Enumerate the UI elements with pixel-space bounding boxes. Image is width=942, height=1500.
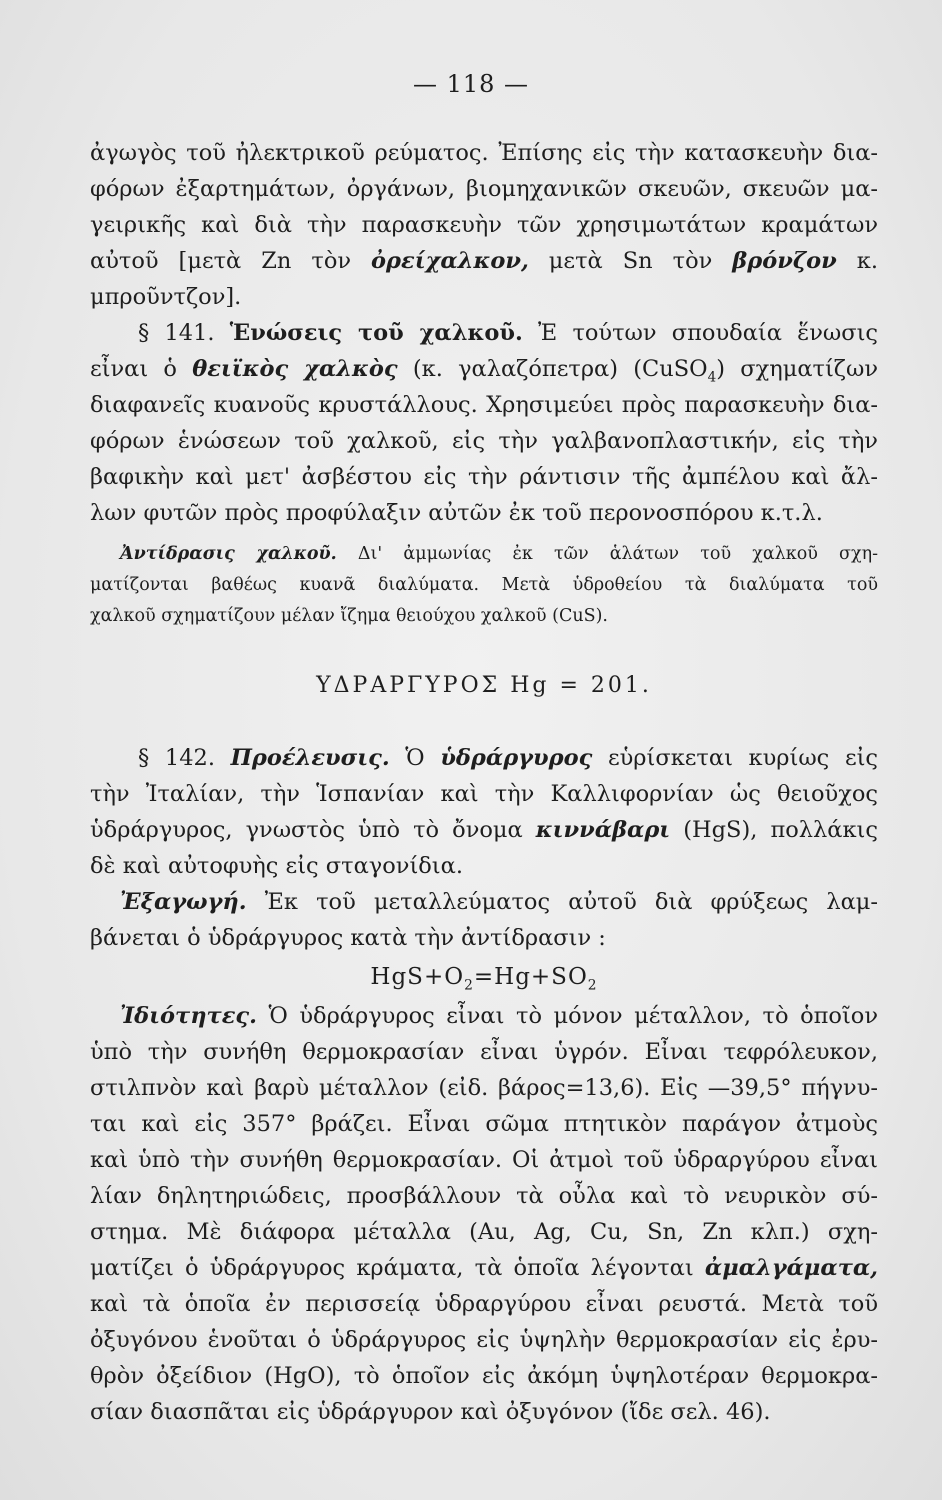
text-line: ὑδράργυρος, γνωστὸς ὑπὸ τὸ ὄνομα κιννάβαρι (HgS), πολλάκις — [90, 817, 878, 843]
section-title: Προέλευσις. — [230, 745, 390, 771]
term-cinnabar: κιννάβαρι — [535, 817, 671, 843]
text-line: Ἀντίδρασις χαλκοῦ. Δι' ἀμμωνίας ἐκ τῶν ἁλάτων τοῦ χαλκοῦ σχη- — [120, 544, 878, 564]
text-line: στιλπνὸν καὶ βαρὺ μέταλλον (εἰδ. βάρος=13,6). Εἰς —39,5° πήγνυ- — [90, 1075, 878, 1101]
page-number: — 118 — — [412, 70, 530, 98]
text-line: § 142. Προέλευσις. Ὁ ὑδράργυρος εὑρίσκεται κυρίως εἰς — [138, 745, 878, 771]
text-line: λων φυτῶν πρὸς προφύλαξιν αὐτῶν ἐκ τοῦ περονοσπόρου κ.τ.λ. — [90, 500, 823, 526]
term-amalgams: ἀμαλγάματα, — [704, 1255, 878, 1281]
subsection-properties — [90, 998, 878, 1430]
section-title: Ἑνώσεις τοῦ χαλκοῦ. — [229, 320, 523, 346]
text-line: σίαν διασπᾶται εἰς ὑδράργυρον καὶ ὀξυγόνον (ἴδε σελ. 46). — [90, 1399, 771, 1425]
subsection-title: Ἰδιότητες. — [120, 1003, 257, 1029]
page-body — [90, 135, 878, 1430]
text-line: ματίζει ὁ ὑδράργυρος κράματα, τὰ ὁποῖα λέγονται ἀμαλγάματα, — [90, 1255, 878, 1281]
chapter-heading-mercury: ΥΔΡΑΡΓΥΡΟΣ Hg = 201. — [316, 673, 652, 698]
text-line: Ἐξαγωγή. Ἐκ τοῦ μεταλλεύματος αὐτοῦ διὰ φρύξεως λαμ- — [120, 889, 878, 915]
text-line: ὀξυγόνου ἑνοῦται ὁ ὑδράργυρος εἰς ὑψηλὴν θερμοκρασίαν εἰς ἐρυ- — [90, 1327, 878, 1353]
text-line: ματίζονται βαθέως κυανᾶ διαλύματα. Μετὰ ὑδροθείου τὰ διαλύματα τοῦ — [90, 575, 878, 595]
subsection-extraction — [90, 884, 878, 998]
section-142 — [90, 740, 878, 884]
text-line: φόρων ἐξαρτημάτων, ὀργάνων, βιομηχανικῶν σκευῶν, σκευῶν μα- — [90, 176, 878, 202]
section-141 — [90, 315, 878, 531]
text-line: ται καὶ εἰς 357° βράζει. Εἶναι σῶμα πτητικὸν παράγον ἀτμοὺς — [90, 1111, 878, 1137]
text-line: Ἰδιότητες. Ὁ ὑδράργυρος εἶναι τὸ μόνον μέταλλον, τὸ ὁποῖον — [120, 1003, 878, 1029]
text-line: ὑπὸ τὴν συνήθη θερμοκρασίαν εἶναι ὑγρόν. Εἶναι τεφρόλευκον, — [90, 1039, 878, 1065]
paragraph-copper-uses — [90, 135, 878, 315]
text-line: θρὸν ὀξείδιον (HgO), τὸ ὁποῖον εἰς ἀκόμη ὑψηλοτέραν θερμοκρα- — [90, 1363, 878, 1389]
chemical-equation: $HgS+O_2=Hg+SO_2$ — [370, 964, 598, 994]
text-line: δὲ καὶ αὐτοφυὴς εἰς σταγονίδια. — [90, 853, 463, 879]
text-line: μπροῦντζον]. — [90, 284, 242, 310]
section-number: § 141. — [138, 320, 215, 346]
text-line: βάνεται ὁ ὑδράργυρος κατὰ τὴν ἀντίδρασιν : — [90, 925, 606, 951]
text-line: βαφικὴν καὶ μετ' ἀσβέστου εἰς τὴν ράντισιν τῆς ἀμπέλου καὶ ἄλ- — [90, 464, 878, 490]
term-brass: ὀρείχαλκον, — [371, 248, 529, 274]
text-line: λίαν δηλητηριώδεις, προσβάλλουν τὰ οὖλα καὶ τὸ νευρικὸν σύ- — [90, 1183, 878, 1209]
text-line: εἶναι ὁ θειϊκὸς χαλκὸς (κ. γαλαζόπετρα) (CuSO$_4$) σχηματίζων — [90, 356, 878, 386]
text-line: χαλκοῦ σχηματίζουν μέλαν ἴζημα θειούχου χαλκοῦ (CuS). — [90, 606, 608, 626]
text-line: φόρων ἑνώσεων τοῦ χαλκοῦ, εἰς τὴν γαλβανοπλαστικήν, εἰς τὴν — [90, 428, 878, 454]
text-line: καὶ ὑπὸ τὴν συνήθη θερμοκρασίαν. Οἱ ἀτμοὶ τοῦ ὑδραργύρου εἶναι — [90, 1147, 878, 1173]
text-line: γειρικῆς καὶ διὰ τὴν παρασκευὴν τῶν χρησιμωτάτων κραμάτων — [90, 212, 878, 238]
term-bronze: βρόνζον — [732, 248, 837, 274]
section-number: § 142. — [138, 745, 216, 771]
text-line: αὐτοῦ [μετὰ Zn τὸν ὀρείχαλκον, μετὰ Sn τὸν βρόνζον κ. — [90, 248, 878, 274]
spacer — [90, 531, 878, 539]
subsection-title: Ἐξαγωγή. — [120, 889, 247, 915]
text-line: στημα. Μὲ διάφορα μέταλλα (Au, Ag, Cu, Sn, Zn κλπ.) σχη- — [90, 1219, 878, 1245]
text-line: καὶ τὰ ὁποῖα ἐν περισσείᾳ ὑδραργύρου εἶναι ρευστά. Μετὰ τοῦ — [90, 1291, 878, 1317]
text-line: ἀγωγὸς τοῦ ἠλεκτρικοῦ ρεύματος. Ἐπίσης εἰς τὴν κατασκευὴν δια- — [90, 140, 878, 166]
text-line: τὴν Ἰταλίαν, τὴν Ἱσπανίαν καὶ τὴν Καλλιφορνίαν ὡς θειοῦχος — [90, 781, 878, 807]
text-line: § 141. Ἑνώσεις τοῦ χαλκοῦ. Ἐ τούτων σπουδαία ἕνωσις — [138, 320, 878, 346]
reaction-note — [90, 539, 878, 632]
term-copper-sulfate: θειϊκὸς χαλκὸς — [192, 356, 398, 382]
note-title: Ἀντίδρασις χαλκοῦ. — [120, 544, 337, 564]
text-line: διαφανεῖς κυανοῦς κρυστάλλους. Χρησιμεύει πρὸς παρασκευὴν δια- — [90, 392, 878, 418]
term-mercury: ὑδράργυρος — [440, 745, 593, 771]
